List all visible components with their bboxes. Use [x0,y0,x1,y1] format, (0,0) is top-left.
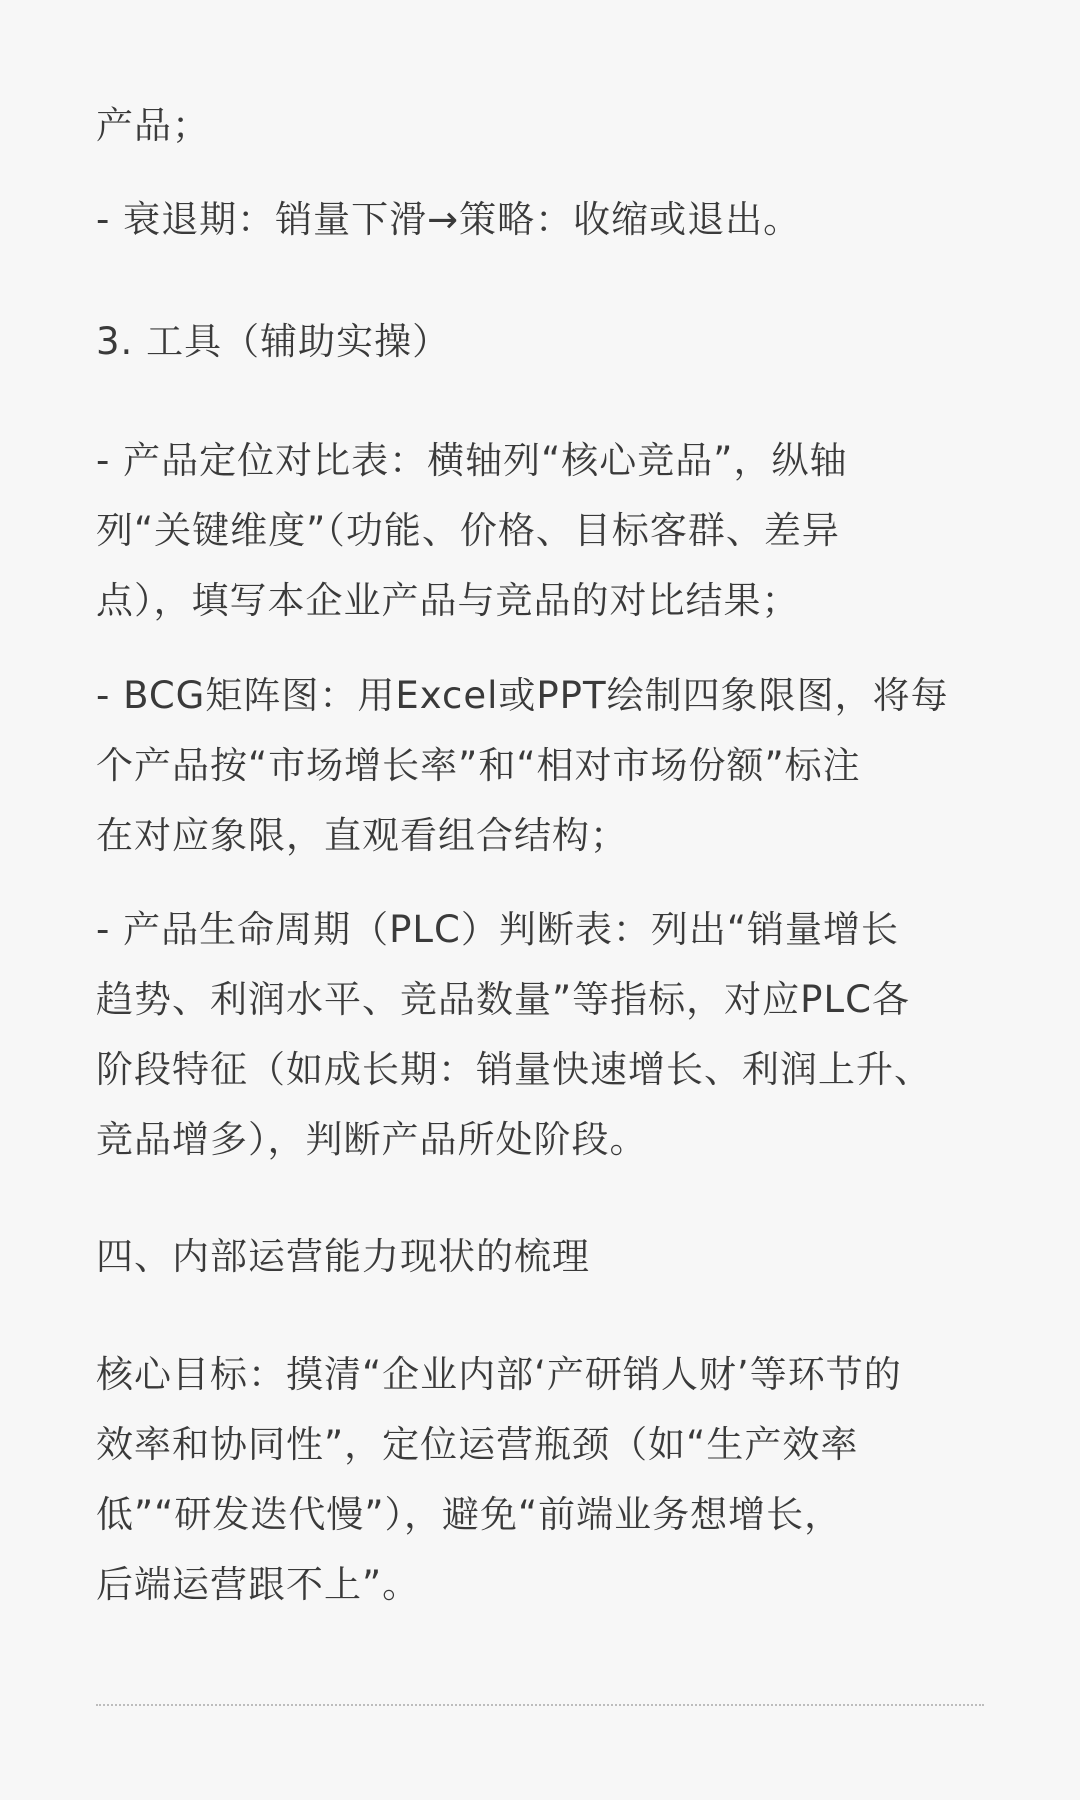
text-line: 个产品按“市场增长率”和“相对市场份额”标注 [96,744,861,787]
text-line: 效率和协同性”，定位运营瓶颈（如“生产效率 [96,1423,859,1466]
text-line: - 产品生命周期（PLC）判断表：列出“销量增长 [96,908,900,951]
dotted-divider [96,1704,984,1706]
text-line: 趋势、利润水平、竞品数量”等指标，对应PLC各 [96,978,910,1021]
text-line: 后端运营跟不上”。 [96,1563,421,1606]
text-line: - 衰退期：销量下滑→策略：收缩或退出。 [96,198,802,241]
text-line: 竞品增多），判断产品所处阶段。 [96,1118,648,1161]
text-line: 3. 工具（辅助实操） [96,320,451,363]
text-line: - BCG矩阵图：用Excel或PPT绘制四象限图，将每 [96,674,949,717]
text-line: 四、内部运营能力现状的梳理 [96,1235,590,1278]
text-line: 阶段特征（如成长期：销量快速增长、利润上升、 [96,1048,932,1091]
text-line: 产品； [96,104,210,147]
text-line: 在对应象限，直观看组合结构； [96,814,628,857]
text-line: - 产品定位对比表：横轴列“核心竞品”，纵轴 [96,439,848,482]
text-line: 低”“研发迭代慢”），避免“前端业务想增长， [96,1493,843,1536]
text-line: 点），填写本企业产品与竞品的对比结果； [96,579,800,622]
text-line: 核心目标：摸清“企业内部‘产研销人财’等环节的 [96,1353,902,1396]
text-line: 列“关键维度”（功能、价格、目标客群、差异 [96,509,840,552]
